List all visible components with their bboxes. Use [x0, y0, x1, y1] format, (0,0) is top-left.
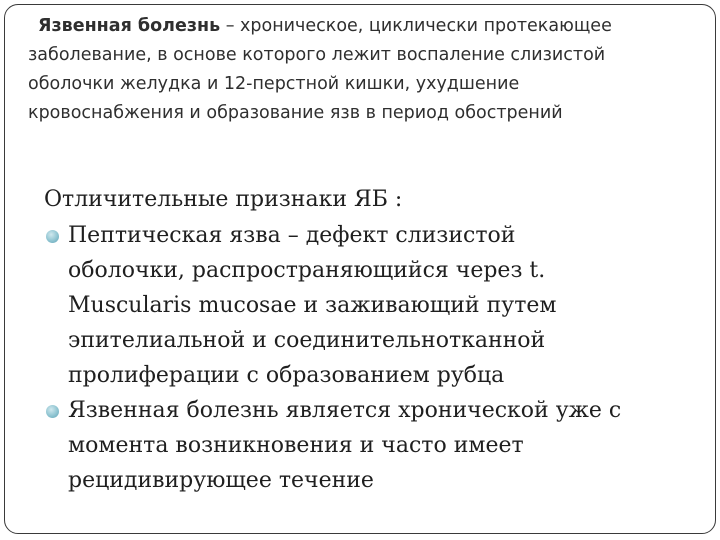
bullet-line: оболочки, распространяющийся через t.	[68, 258, 546, 283]
definition-paragraph	[28, 12, 698, 128]
list-item	[44, 393, 664, 498]
bullet-line: эпителиальной и соединительнотканной	[68, 328, 546, 353]
features-title: Отличительные признаки ЯБ :	[44, 187, 403, 212]
bullet-line: Muscularis mucosae и заживающий путем	[68, 293, 557, 318]
definition-text-1: – хроническое, циклически протекающее	[220, 16, 612, 36]
disease-term: Язвенная болезнь	[38, 16, 221, 36]
bullet-line: момента возникновения и часто имеет	[68, 433, 524, 458]
definition-line-2: заболевание, в основе которого лежит воспаление слизистой	[28, 45, 606, 65]
bullet-dot-icon	[46, 230, 59, 243]
bullet-line: пролиферации с образованием рубца	[68, 363, 505, 388]
definition-line-4: кровоснабжения и образование язв в период обострений	[28, 103, 563, 123]
definition-line-3: оболочки желудка и 12-перстной кишки, ухудшение	[28, 74, 520, 94]
definition-line-1	[28, 12, 698, 41]
bullet-line: Язвенная болезнь является хронической уже с	[68, 398, 622, 423]
bullet-dot-icon	[46, 405, 59, 418]
list-item	[44, 218, 664, 393]
features-section	[44, 182, 664, 498]
features-list	[44, 218, 664, 498]
bullet-line: рецидивирующее течение	[68, 468, 374, 493]
bullet-line: Пептическая язва – дефект слизистой	[68, 223, 516, 248]
